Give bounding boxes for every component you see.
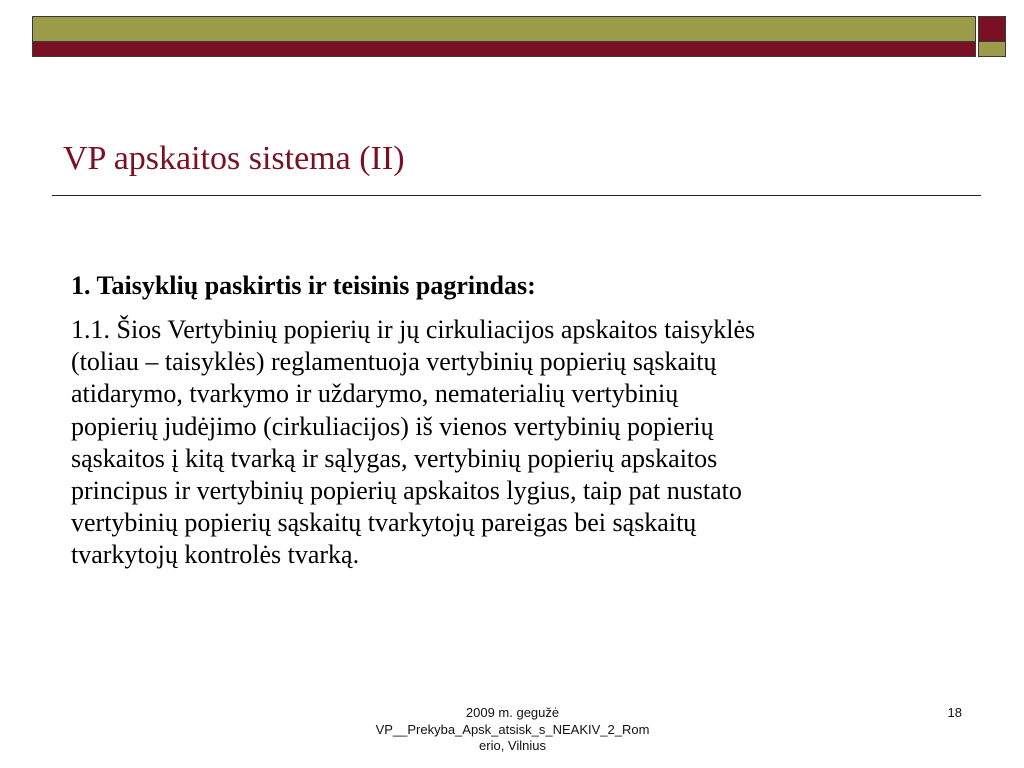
slide-title: VP apskaitos sistema (II) <box>63 140 405 177</box>
page-number: 18 <box>947 705 962 720</box>
section-heading: 1. Taisyklių paskirtis ir teisinis pagrindas: <box>71 271 536 300</box>
header-band-maroon-stripe <box>33 42 975 56</box>
footer-line: 2009 m. gegužė <box>465 705 560 720</box>
header-band <box>32 16 976 57</box>
slide-footer <box>355 705 670 755</box>
paragraph-line: popierių judėjimo (cirkuliacijos) iš vienos vertybinių popierių <box>71 411 714 441</box>
header-corner-block <box>978 16 1006 57</box>
paragraph-line: tvarkytojų kontrolės tvarką. <box>71 540 360 570</box>
paragraph-line: (toliau – taisyklės) reglamentuoja vertybinių popierių sąskaitų <box>71 347 717 377</box>
paragraph-line: 1.1. Šios Vertybinių popierių ir jų cirkuliacijos apskaitos taisyklės <box>71 315 756 344</box>
paragraph-line: atidarymo, tvarkymo ir uždarymo, nematerialių vertybinių <box>71 379 679 409</box>
header-corner-maroon <box>979 17 1005 42</box>
footer-line: erio, Vilnius <box>479 738 546 753</box>
footer-line: VP__Prekyba_Apsk_atsisk_s_NEAKIV_2_Rom <box>375 721 650 737</box>
paragraph-line: principus ir vertybinių popierių apskaitos lygius, taip pat nustato <box>71 476 742 506</box>
header-corner-olive <box>979 42 1005 56</box>
paragraph-line: sąskaitos į kitą tvarką ir sąlygas, vertybinių popierių apskaitos <box>71 443 718 473</box>
body-paragraph <box>71 314 981 572</box>
title-divider <box>52 195 981 196</box>
header-band-olive-stripe <box>33 17 975 42</box>
slide-body <box>71 267 981 572</box>
paragraph-line: vertybinių popierių sąskaitų tvarkytojų pareigas bei sąskaitų <box>71 508 697 538</box>
